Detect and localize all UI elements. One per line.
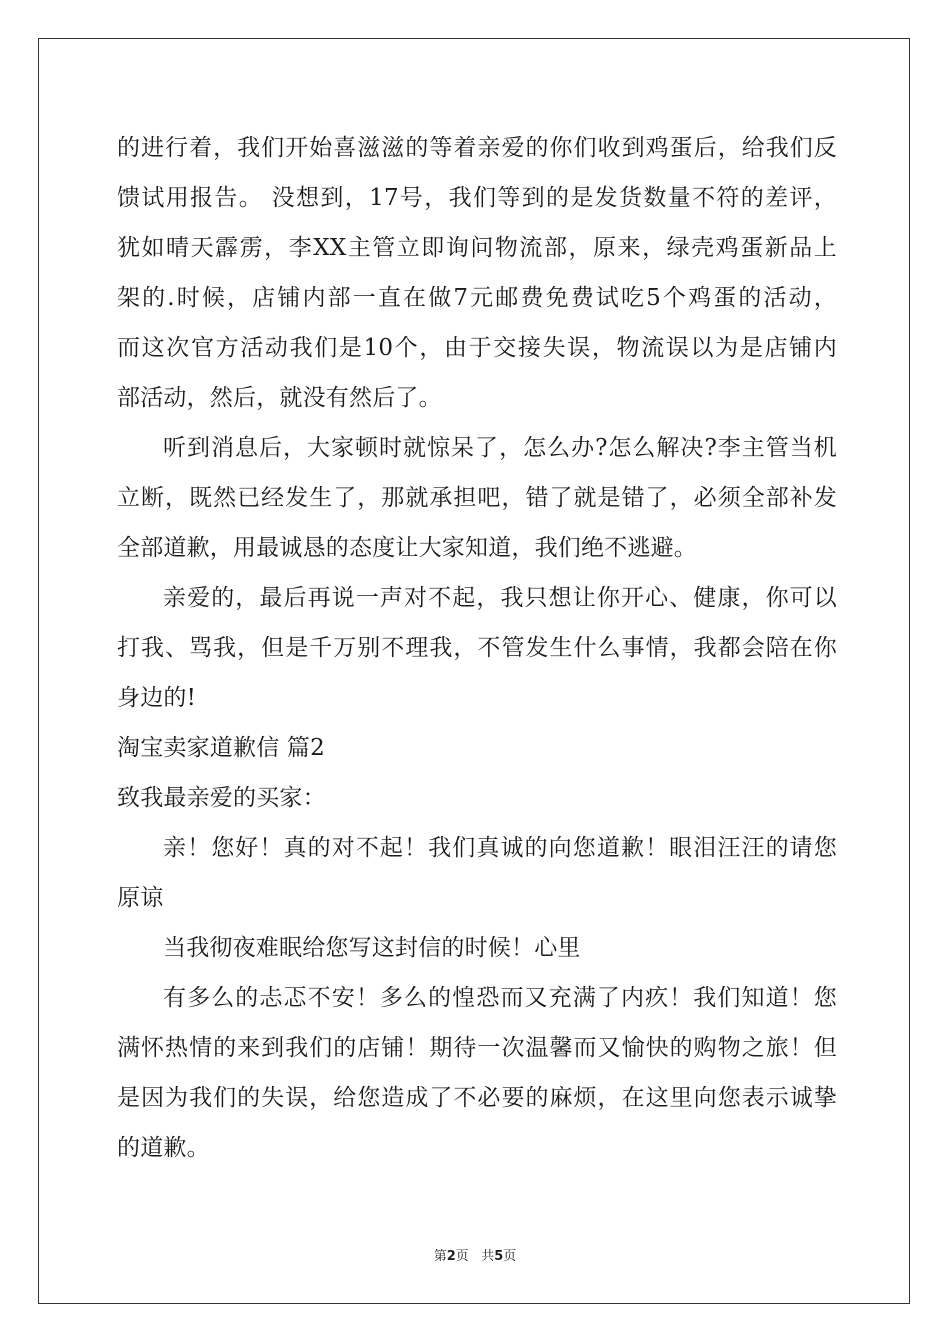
footer-total-suffix: 页 xyxy=(503,1249,517,1264)
line-text: 致我最亲爱的买家： xyxy=(117,785,326,811)
text-line xyxy=(117,228,837,278)
line-text: 亲爱的，最后再说一声对不起，我只想让你开心、健康，你可以 xyxy=(163,585,837,611)
line-text: 淘宝卖家道歉信 篇2 xyxy=(117,735,325,761)
text-line xyxy=(117,378,837,428)
text-line xyxy=(117,1128,837,1178)
line-text: 的道歉。 xyxy=(117,1135,210,1161)
line-text: 全部道歉，用最诚恳的态度让大家知道，我们绝不逃避。 xyxy=(117,535,697,561)
line-text: 听到消息后，大家顿时就惊呆了，怎么办?怎么解决?李主管当机 xyxy=(163,435,837,461)
text-line xyxy=(117,128,837,178)
text-line xyxy=(117,978,837,1028)
text-line xyxy=(117,478,837,528)
line-text: 满怀热情的来到我们的店铺！期待一次温馨而又愉快的购物之旅！但 xyxy=(117,1035,837,1061)
text-line xyxy=(117,328,837,378)
text-line xyxy=(117,628,837,678)
text-line xyxy=(117,678,837,728)
line-text: 架的.时候，店铺内部一直在做7元邮费免费试吃5个鸡蛋的活动， xyxy=(117,285,837,311)
text-line xyxy=(117,878,837,928)
line-text: 身边的! xyxy=(117,685,197,711)
document-body xyxy=(117,128,837,1178)
text-line xyxy=(117,1078,837,1128)
footer-total-prefix: 共 xyxy=(481,1249,495,1264)
text-line xyxy=(117,928,837,978)
text-line xyxy=(117,278,837,328)
text-line xyxy=(117,1028,837,1078)
line-text: 而这次官方活动我们是10个，由于交接失误，物流误以为是店铺内 xyxy=(117,335,837,361)
section-heading xyxy=(117,728,837,778)
footer-total-pages: 5 xyxy=(494,1249,504,1264)
line-text: 打我、骂我，但是千万别不理我，不管发生什么事情，我都会陪在你 xyxy=(117,635,837,661)
line-text: 立断，既然已经发生了，那就承担吧，错了就是错了，必须全部补发 xyxy=(117,485,837,511)
line-text: 犹如晴天霹雳，李XX主管立即询问物流部，原来，绿壳鸡蛋新品上 xyxy=(117,235,837,261)
text-line xyxy=(117,428,837,478)
line-text: 有多么的忐忑不安！多么的惶恐而又充满了内疚！我们知道！您 xyxy=(163,985,837,1011)
text-line xyxy=(117,828,837,878)
text-line xyxy=(117,528,837,578)
line-text: 的进行着，我们开始喜滋滋的等着亲爱的你们收到鸡蛋后，给我们反 xyxy=(117,135,837,161)
line-text: 亲！您好！真的对不起！我们真诚的向您道歉！眼泪汪汪的请您 xyxy=(163,835,837,861)
line-text: 是因为我们的失误，给您造成了不必要的麻烦，在这里向您表示诚挚 xyxy=(117,1085,837,1111)
line-text: 原谅 xyxy=(117,885,164,911)
footer-page-suffix: 页 xyxy=(455,1249,469,1264)
salutation xyxy=(117,778,837,828)
line-text: 馈试用报告。 没想到，17号，我们等到的是发货数量不符的差评， xyxy=(117,185,837,211)
line-text: 部活动，然后，就没有然后了。 xyxy=(117,385,442,411)
line-text: 当我彻夜难眠给您写这封信的时候！心里 xyxy=(163,935,581,961)
text-line xyxy=(117,578,837,628)
page-footer xyxy=(0,1245,950,1264)
footer-page-number: 2 xyxy=(446,1249,456,1264)
text-line xyxy=(117,178,837,228)
footer-page-prefix: 第 xyxy=(433,1249,447,1264)
